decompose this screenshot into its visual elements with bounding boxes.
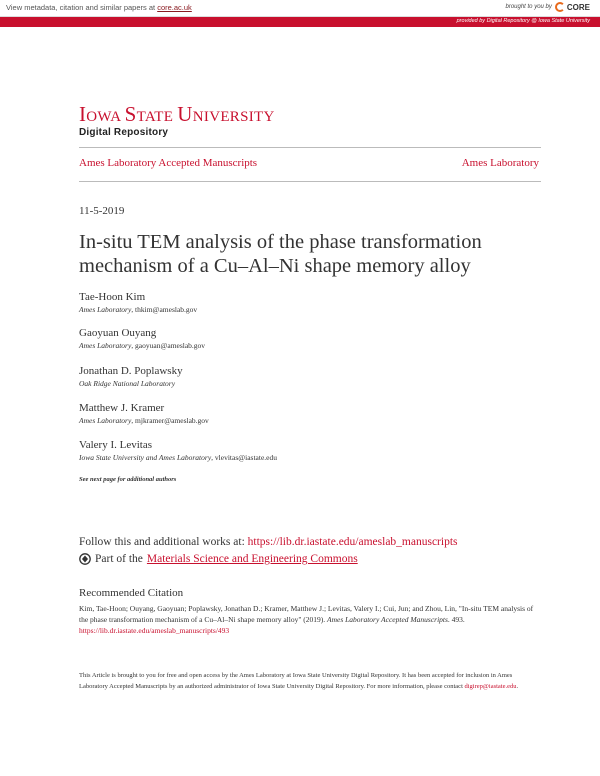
part-of-prefix: Part of the [95,553,143,565]
commons-link[interactable]: Materials Science and Engineering Commons [146,553,358,565]
author-affiliation: Oak Ridge National Laboratory [79,379,176,388]
core-icon [555,2,565,12]
author-block [79,326,205,351]
university-wordmark: IOWA STATE UNIVERSITY [79,102,275,126]
contact-email-link[interactable]: digirep@iastate.edu [464,683,517,690]
provider-bar [0,17,600,27]
see-next-page-note: See next page for additional authors [79,476,177,483]
author-name: Valery I. Levitas [79,439,152,451]
follow-link[interactable]: https://lib.dr.iastate.edu/ameslab_manuscripts [247,536,458,548]
author-name: Jonathan D. Poplawsky [79,365,183,377]
core-banner [0,0,600,17]
publication-date: 11-5-2019 [79,205,125,217]
core-logo[interactable] [555,2,590,12]
author-block [79,364,183,389]
citation-link[interactable]: https://lib.dr.iastate.edu/ameslab_manuscripts/493 [79,626,230,635]
author-block [79,290,197,315]
author-block [79,401,209,426]
author-affiliation: Ames Laboratory, gaoyuan@ameslab.gov [79,341,206,350]
author-affiliation: Iowa State University and Ames Laboratory, vlevitas@iastate.edu [79,453,278,462]
brought-by [506,2,591,12]
recommended-citation-heading: Recommended Citation [79,587,184,599]
brought-by-text: brought to you by [505,4,552,10]
author-block [79,438,277,463]
collection-link-left[interactable]: Ames Laboratory Accepted Manuscripts [79,157,258,169]
author-name: Gaoyuan Ouyang [79,327,157,339]
citation-series: Ames Laboratory Accepted Manuscripts [327,615,448,624]
collection-link-right[interactable]: Ames Laboratory [461,157,539,169]
core-banner-text [6,3,192,12]
network-commons-icon [79,553,91,565]
access-notice: This Article is brought to you for free and open access by the Ames Laboratory at Iowa State University Digital Repository. It has been accepted for inclusion in Ames Laboratory Accepted Manuscripts by an authorized administrator of Iowa State University Digital Repository. For more information, please contact digirep@iastate.edu. [79,672,519,690]
divider-top [79,147,541,148]
citation-text: Kim, Tae-Hoon; Ouyang, Gaoyuan; Poplawsky, Jonathan D.; Kramer, Matthew J.; Levitas, Valery I.; Cui, Jun; and Zhou, Lin, "In-situ TEM analysis of the phase transformation mechanism of a Cu–Al–Ni shape memory alloy" (2019). Ames Laboratory Accepted Manuscripts. 493. https://lib.dr.iastate.edu/ameslab_manuscripts/493 [79,604,534,635]
digital-repository-label: Digital Repository [79,127,169,138]
follow-prefix: Follow this and additional works at: [79,536,248,548]
core-link[interactable]: core.ac.uk [157,3,192,12]
author-affiliation: Ames Laboratory, mjkramer@ameslab.gov [79,416,209,425]
follow-line [79,536,458,548]
isu-logo[interactable] [79,104,275,138]
core-banner-prefix: View metadata, citation and similar papers at [6,3,158,12]
divider-bottom [79,181,541,182]
author-name: Tae-Hoon Kim [79,291,146,303]
paper-title: In-situ TEM analysis of the phase transformation mechanism of a Cu–Al–Ni shape memory alloy [79,231,482,277]
author-affiliation: Ames Laboratory, thkim@ameslab.gov [79,305,198,314]
author-name: Matthew J. Kramer [79,402,165,414]
core-label: CORE [566,2,590,12]
part-of-line [79,553,358,565]
provided-by-text: provided by Digital Repository @ Iowa State University [456,18,590,24]
